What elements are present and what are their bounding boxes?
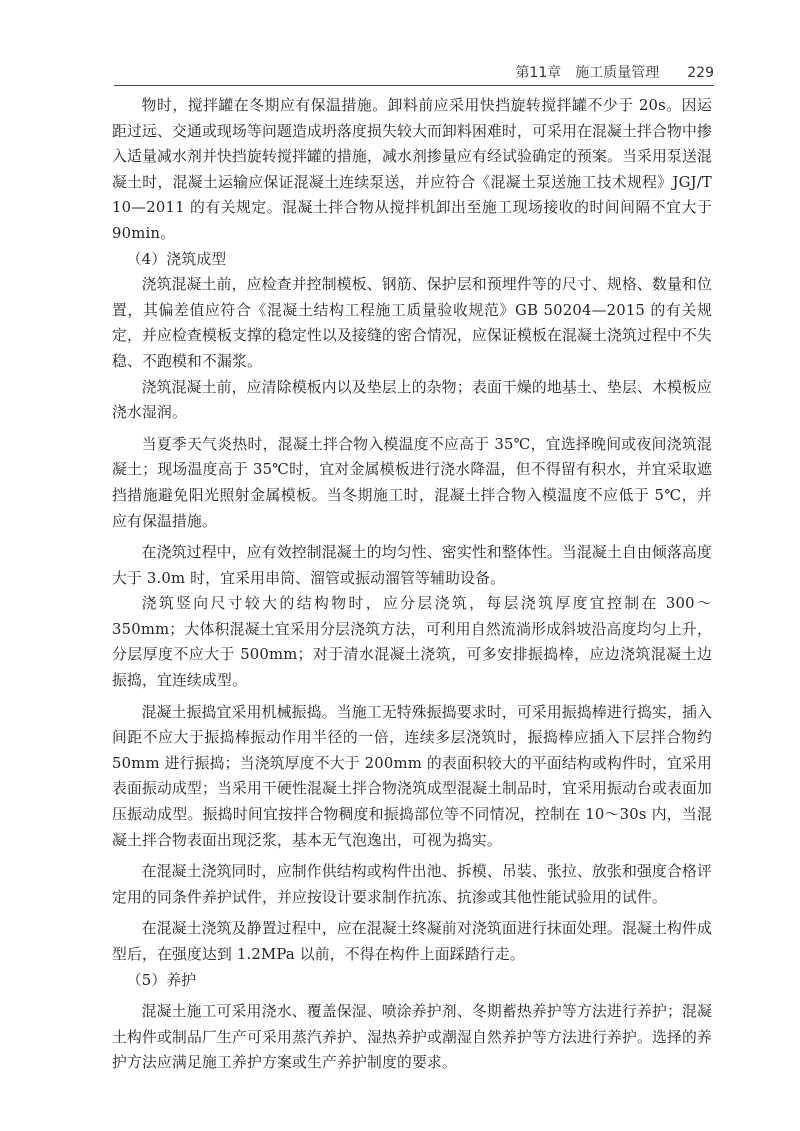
chapter-title: 第11章 施工质量管理 — [515, 65, 660, 81]
paragraph-surface-finishing: 在混凝土浇筑及静置过程中，应在混凝土终凝前对浇筑面进行抹面处理。混凝土构件成型后，在强度达到 1.2MPa 以前，不得在构件上面踩踏行走。 — [112, 920, 712, 963]
paragraph-pre-pour-check: 浇筑混凝土前，应检查并控制模板、钢筋、保护层和预埋件等的尺寸、规格、数量和位置，其偏差值应符合《混凝土结构工程施工质量验收规范》GB 50204—2015 的有关规定，并应检查模板支撑的稳定性以及接缝的密合情况，应保证模板在混凝土浇筑过程中不失稳、不跑模和不漏浆。 — [112, 276, 712, 370]
paragraph-temperature: 当夏季天气炎热时，混凝土拌合物入模温度不应高于 35℃，宜选择晚间或夜间浇筑混凝土；现场温度高于 35℃时，宜对金属模板进行浇水降温，但不得留有积水，并宜采取遮挡措施避免阳光照射金属模板。当冬期施工时，混凝土拌合物入模温度不应低于 5℃，并应有保温措施。 — [112, 435, 712, 530]
section-heading-pouring: （4）浇筑成型 — [126, 250, 227, 268]
paragraph-transport-continued: 物时，搅拌罐在冬期应有保温措施。卸料前应采用快挡旋转搅拌罐不少于 20s。因运距过远、交通或现场等问题造成坍落度损失较大而卸料困难时，可采用在混凝土拌合物中掺入适量减水剂并快挡旋转搅拌罐的措施，减水剂掺量应有经试验确定的预案。当采用泵送混凝土时，混凝土运输应保证混凝土连续泵送，并应符合《混凝土泵送施工技术规程》JGJ/T 10—2011 的有关规定。混凝土拌合物从搅拌机卸出至施工现场接收的时间间隔不宜大于 90min。 — [112, 97, 712, 242]
running-header — [114, 62, 714, 82]
section-heading-curing: （5）养护 — [126, 971, 197, 989]
paragraph-curing-methods: 混凝土施工可采用浇水、覆盖保湿、喷涂养护剂、冬期蓄热养护等方法进行养护；混凝土构件或制品厂生产可采用蒸汽养护、湿热养护或潮湿自然养护等方法进行养护。选择的养护方法应满足施工养护方案或生产养护制度的要求。 — [112, 1003, 712, 1072]
paragraph-uniformity: 在浇筑过程中，应有效控制混凝土的均匀性、密实性和整体性。当混凝土自由倾落高度大于 3.0m 时，宜采用串筒、溜管或振动溜管等辅助设备。 — [112, 544, 712, 587]
paragraph-test-specimens: 在混凝土浇筑同时，应制作供结构或构件出池、拆模、吊装、张拉、放张和强度合格评定用的同条件养护试件，并应按设计要求制作抗冻、抗渗或其他性能试验用的试件。 — [112, 863, 712, 906]
paragraph-clean-formwork: 浇筑混凝土前，应清除模板内以及垫层上的杂物；表面干燥的地基土、垫层、木模板应浇水湿润。 — [112, 378, 712, 422]
page-number: 229 — [687, 65, 714, 81]
paragraph-layered-pouring: 浇筑竖向尺寸较大的结构物时，应分层浇筑，每层浇筑厚度宜控制在 300～350mm；大体积混凝土宜采用分层浇筑方法，可利用自然流淌形成斜坡沿高度均匀上升，分层厚度不应大于 500mm；对于清水混凝土浇筑，可多安排振捣棒，应边浇筑混凝土边振捣，宜连续成型。 — [112, 595, 712, 690]
header-rule — [114, 85, 714, 86]
paragraph-vibration: 混凝土振捣宜采用机械振捣。当施工无特殊振捣要求时，可采用振捣棒进行捣实，插入间距不应大于振捣棒振动作用半径的一倍，连续多层浇筑时，振捣棒应插入下层拌合物约 50mm 进行振捣；当浇筑厚度不大于 200mm 的表面积较大的平面结构或构件时，宜采用表面振动成型；当采用干硬性混凝土拌合物浇筑成型混凝土制品时，宜采用振动台或表面加压振动成型。振捣时间宜按拌合物稠度和振捣部位等不同情况，控制在 10～30s 内，当混凝土拌合物表面出现泛浆，基本无气泡逸出，可视为捣实。 — [112, 703, 712, 849]
body-text — [112, 93, 712, 1076]
